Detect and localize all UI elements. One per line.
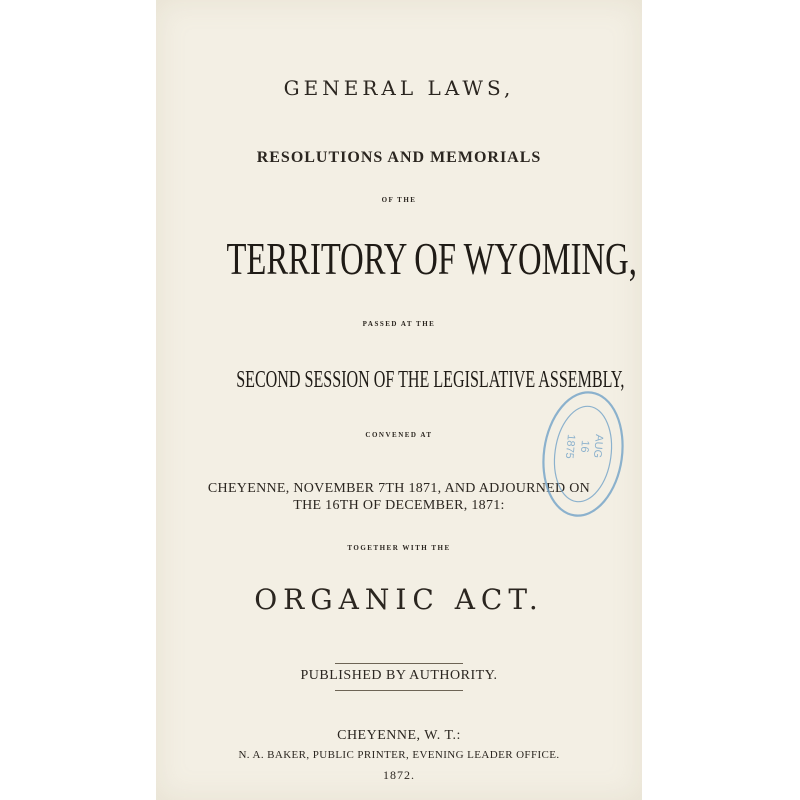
stamp-year: 1875 [562,433,577,460]
stamp-day: 16 [577,439,591,453]
convened-date-line-1: CHEYENNE, NOVEMBER 7TH 1871, AND ADJOURNED ON [207,481,591,496]
organic-act-heading: ORGANIC ACT. [254,583,544,616]
general-laws-heading: GENERAL LAWS, [283,76,515,100]
imprint-printer: N. A. BAKER, PUBLIC PRINTER, EVENING LEADER OFFICE. [238,749,560,761]
passed-at-the-text: PASSED AT THE [362,320,436,328]
divider-rule-bottom [335,690,463,691]
of-the-text: OF THE [381,196,417,204]
library-stamp-icon [538,386,628,522]
session-heading: SECOND SESSION OF THE LEGISLATIVE ASSEMBLY, [236,367,625,393]
divider-rule-top [335,663,463,664]
title-page [156,0,642,800]
published-by-authority: PUBLISHED BY AUTHORITY. [300,668,498,683]
stamp-month: AUG [590,433,605,459]
convened-at-text: CONVENED AT [365,431,433,439]
convened-date-line-2: THE 16TH OF DECEMBER, 1871: [293,498,505,513]
imprint-place: CHEYENNE, W. T.: [337,728,461,743]
resolutions-heading: RESOLUTIONS AND MEMORIALS [256,149,542,166]
territory-title: TERRITORY OF WYOMING, [226,233,637,284]
together-with-text: TOGETHER WITH THE [347,544,451,552]
imprint-year: 1872. [383,768,415,782]
